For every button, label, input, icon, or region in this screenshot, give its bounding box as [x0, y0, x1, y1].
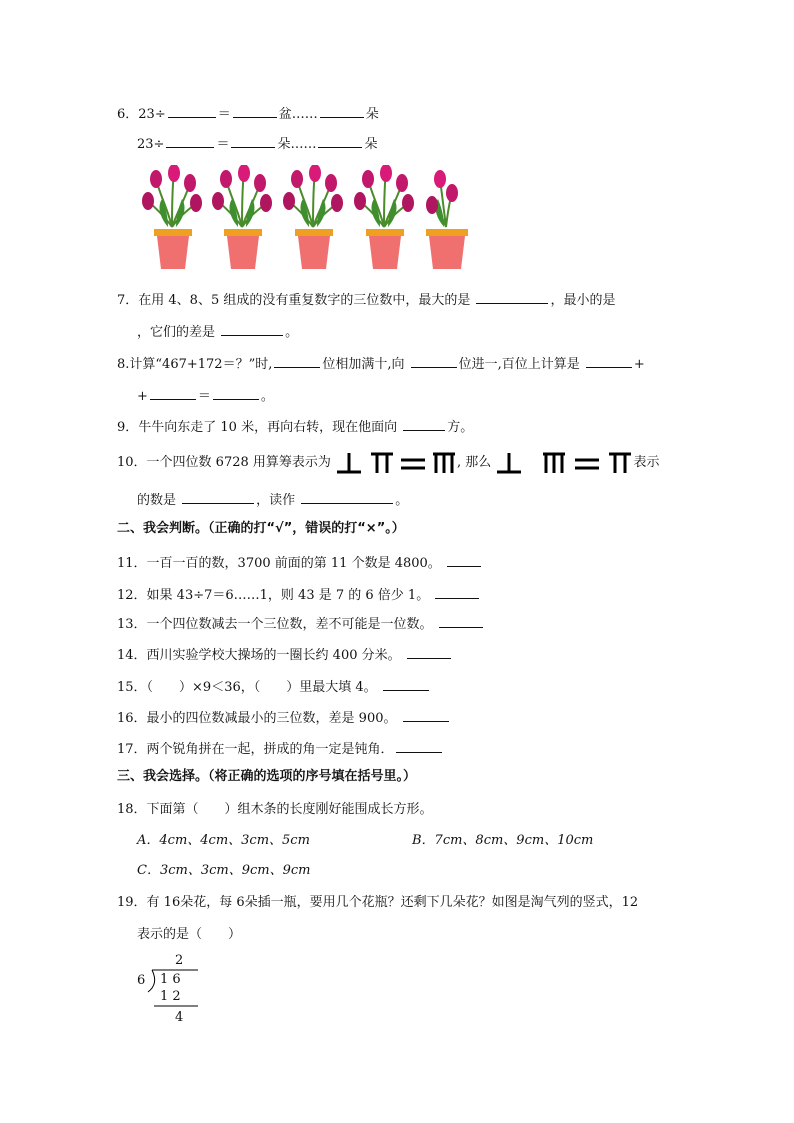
blank[interactable]: [320, 104, 364, 118]
q9: 9．牛牛向东走了 10 米，再向右转，现在他面向 方。: [117, 417, 473, 437]
judge-13: 13．一个四位数减去一个三位数，差不可能是一位数。: [117, 614, 485, 634]
blank[interactable]: [407, 645, 451, 659]
q7-line2: ，它们的差是 。: [137, 322, 298, 342]
counting-rods-6728: [335, 451, 457, 475]
q18-stem: 18．下面第（ ）组木条的长度刚好能围成长方形。: [117, 802, 433, 817]
blank[interactable]: [318, 134, 362, 148]
blank[interactable]: [403, 708, 449, 722]
blank[interactable]: [221, 322, 283, 336]
q19-line1: 19．有 16朵花，每 6朵插一瓶，要用几个花瓶？还剩下几朵花？如图是淘气列的竖式，12: [117, 895, 639, 910]
blank[interactable]: [213, 386, 259, 400]
blank[interactable]: [586, 354, 632, 368]
q10-line2: 的数是 ，读作 。: [137, 490, 408, 510]
q18-option-a[interactable]: A．4cm、4cm、3cm、5cm: [137, 833, 310, 848]
section-3-heading: 三、我会选择。（将正确的选项的序号填在括号里。）: [117, 769, 417, 784]
dividend: 1 6: [160, 972, 181, 987]
blank[interactable]: [447, 553, 481, 567]
q10-line1: 10．一个四位数 6728 用算筹表示为 , 那么 表示: [117, 450, 659, 476]
judge-14: 14．西川实验学校大操场的一圈长约 400 分米。: [117, 645, 453, 665]
quotient: 2: [175, 953, 184, 968]
divisor: 6: [137, 973, 146, 988]
q18-option-b[interactable]: B．7cm、8cm、9cm、10cm: [412, 833, 594, 848]
blank[interactable]: [231, 134, 275, 148]
q6-line1: 6．23÷ ＝ 盆…… 朵: [117, 104, 379, 124]
counting-rods-question: [495, 451, 633, 475]
q18-option-c[interactable]: C．3cm、3cm、9cm、9cm: [137, 863, 311, 878]
blank[interactable]: [476, 290, 548, 304]
blank[interactable]: [166, 134, 214, 148]
blank[interactable]: [274, 354, 320, 368]
flower-pots-illustration: [138, 165, 474, 275]
q7-line1: 7．在用 4、8、5 组成的没有重复数字的三位数中，最大的是 ，最小的是: [117, 290, 616, 310]
blank[interactable]: [435, 585, 479, 599]
judge-17: 17．两个锐角拼在一起，拼成的角一定是钝角．: [117, 739, 444, 759]
judge-12: 12．如果 43÷7＝6……1，则 43 是 7 的 6 倍少 1。: [117, 585, 481, 605]
blank[interactable]: [396, 739, 442, 753]
blank[interactable]: [150, 386, 196, 400]
judge-11: 11．一百一百的数，3700 前面的第 11 个数是 4800。: [117, 553, 483, 573]
section-2-heading: 二、我会判断。（正确的打“√”，错误的打“×”。）: [117, 521, 405, 536]
blank[interactable]: [403, 417, 445, 431]
q6-line2: 23÷ ＝ 朵…… 朵: [137, 134, 377, 154]
blank[interactable]: [439, 614, 483, 628]
blank[interactable]: [168, 104, 216, 118]
blank[interactable]: [383, 677, 429, 691]
q19-line2: 表示的是（ ）: [137, 927, 242, 942]
blank[interactable]: [182, 490, 254, 504]
judge-16: 16．最小的四位数减最小的三位数，差是 900。: [117, 708, 451, 728]
blank[interactable]: [411, 354, 457, 368]
long-division-figure: [136, 952, 206, 1027]
remainder: 4: [175, 1010, 184, 1025]
product: 1 2: [160, 989, 181, 1004]
q8-line1: 8.计算“467+172＝？”时, 位相加满十,向 位进一,百位上计算是 +: [117, 354, 645, 374]
blank[interactable]: [301, 490, 393, 504]
q8-line2: + ＝ 。: [137, 386, 274, 406]
blank[interactable]: [233, 104, 277, 118]
judge-15: 15．（ ）×9＜36，（ ）里最大填 4。: [117, 677, 431, 697]
